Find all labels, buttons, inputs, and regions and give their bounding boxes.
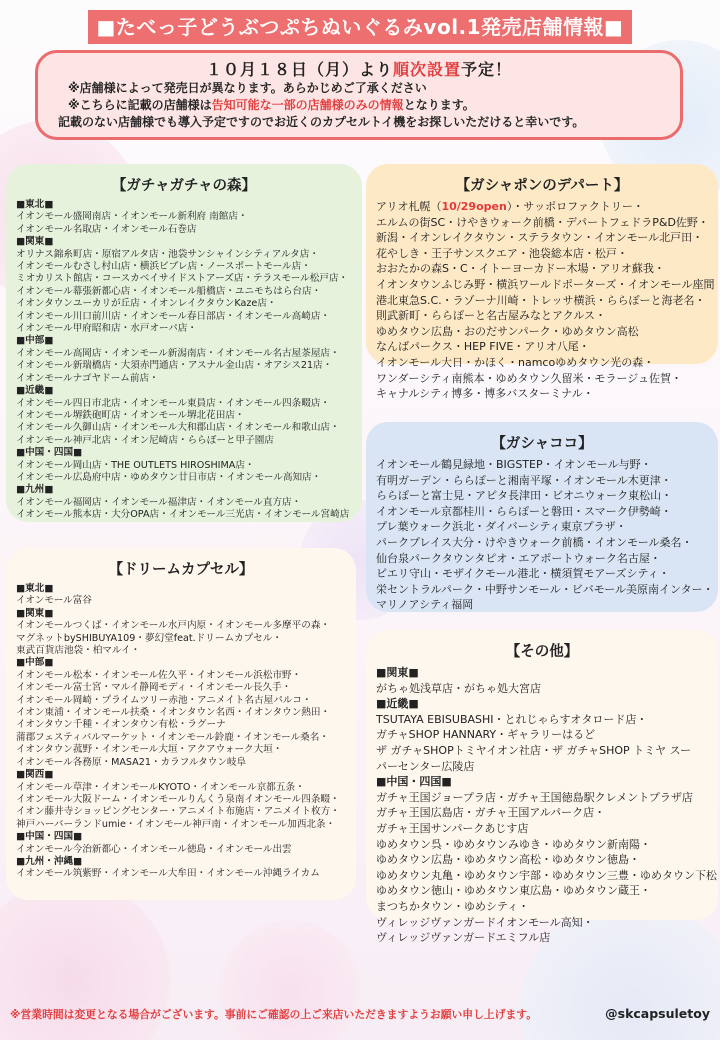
store-line: イオンモール広島府中店・ゆめタウン廿日市店・イオンモール高知店・ <box>16 471 322 483</box>
store-line: がちゃ処浅草店・がちゃ処大宮店 <box>376 681 541 695</box>
region-heading: ■東北■ <box>16 583 54 594</box>
store-list <box>376 457 714 613</box>
store-line: イオンモール高岡店・イオンモール新潟南店・イオンモール名古屋茶屋店・ <box>16 347 340 359</box>
store-line: おおたかの森S・C・イトーヨーカドー木場・アリオ蘇我・ <box>376 262 665 276</box>
store-line: キャナルシティ博多・博多バスターミナル・ <box>376 387 594 401</box>
region-heading: ■中部■ <box>16 657 54 669</box>
region-heading: ■関東■ <box>16 236 54 248</box>
store-line: イオンモール名取店・イオンモール石巻店 <box>16 223 197 235</box>
notice-line: 記載のない店舗様でも導入予定ですのでお近くのカプセルトイ機をお探しいただけると幸いです。 <box>58 115 585 129</box>
store-line: イオンモール今治新都心・イオンモール徳島・イオンモール出雲 <box>16 843 292 855</box>
card-others <box>366 630 718 945</box>
store-line: エルムの街SC・けやきウォーク前橋・デパートフェドラP&D佐野・ <box>376 215 709 229</box>
region-heading: ■関西■ <box>16 769 54 781</box>
store-line: イオンモール京都桂川・ららぽーと磐田・スマーク伊勢崎・ <box>376 504 672 518</box>
card-title: 【その他】 <box>505 644 579 660</box>
store-line: イオンモール新瑞橋店・大須赤門通店・アスナル金山店・オアシス21店・ <box>16 360 333 372</box>
store-line: イオンモール草津・イオンモールKYOTO・イオンモール京都五条・ <box>16 781 305 793</box>
card-gashapon-department <box>366 164 718 401</box>
card-gashacoco <box>366 422 718 612</box>
decor-bubble <box>220 920 360 1040</box>
store-line: イオンモール福岡店・イオンモール福津店・イオンモール直方店・ <box>16 496 302 508</box>
store-line: 神戸ハーバーランドumie・イオンモール神戸南・イオンモール加西北条・ <box>16 818 336 830</box>
release-notice <box>35 50 683 140</box>
store-line: イオンモール岡山店・THE OUTLETS HIROSHIMA店・ <box>16 459 255 471</box>
store-line: イオンタウンふじみ野・横浜ワールドポーターズ・イオンモール座間 <box>376 277 715 291</box>
store-line: ミオカリスト館店・コースカベイサイドストアーズ店・テラスモール松戸店・ <box>16 273 349 285</box>
store-line: ゆめタウン呉・ゆめタウンみゆき・ゆめタウン新南陽・ <box>376 837 651 851</box>
region-heading: ■近畿■ <box>16 385 54 397</box>
store-line: ららぽーと富士見・アピタ長津田・ビオニウォーク東松山・ <box>376 489 673 503</box>
store-line: イオンモール神戸北店・イオン尼崎店・ららぽーと甲子園店 <box>16 434 274 446</box>
region-heading: ■九州・沖縄■ <box>16 855 83 867</box>
region-heading: ■関東■ <box>16 607 54 619</box>
store-line: ワンダーシティ南熊本・ゆめタウン久留米・モラージュ佐賀・ <box>376 371 683 385</box>
store-line: ゆめタウン広島・おのだサンパーク・ゆめタウン高松 <box>376 324 639 338</box>
store-line: 栄セントラルパーク・中野サンモール・ビバモール美原南インター・ <box>376 582 714 596</box>
store-line: イオンモールむさし村山店・横浜ビブレ店・ノースポートモール店・ <box>16 261 311 273</box>
store-line: イオンモール筑紫野・イオンモール大牟田・イオンモール沖縄ライカム <box>16 868 320 880</box>
store-list <box>16 199 352 522</box>
store-line: ピエリ守山・モザイクモール港北・横須賀モアーズシティ・ <box>376 567 670 581</box>
store-line: ヴィレッジヴァンガードエミフル店 <box>376 931 551 945</box>
store-line: プレ葉ウォーク浜北・ダイバーシティ東京プラザ・ <box>376 520 627 534</box>
notice-line: ※こちらに記載の店舗様は告知可能な一部の店舗様のみの情報となります。 <box>68 98 475 112</box>
store-line: イオンモール久御山店・イオンモール大和郡山店・イオンモール和歌山店・ <box>16 422 340 434</box>
store-line: イオンモールつくば・イオンモール水戸内原・イオンモール多摩平の森・ <box>16 620 331 632</box>
store-line: イオンモール甲府昭和店・水戸オーパ店・ <box>16 323 197 335</box>
region-heading: ■中国・四国■ <box>376 775 452 789</box>
store-line: 仙台泉パークタウンタピオ・エアポートウォーク名古屋・ <box>376 551 661 565</box>
store-line: イオンモール熊本店・大分OPA店・イオンモール三光店・イオンモール宮崎店 <box>16 509 350 521</box>
store-line: イオンモール盛岡南店・イオンモール新利府 南館店・ <box>16 211 248 223</box>
store-line: ゆめタウン広島・ゆめタウン高松・ゆめタウン徳島・ <box>376 853 640 867</box>
notice-headline: １０月１８日（月）より順次設置予定！ <box>205 60 513 79</box>
store-list <box>376 199 715 402</box>
store-line: イオンモール各務原・MASA21・カラフルタウン岐阜 <box>16 756 247 768</box>
store-line: TSUTAYA EBISUBASHI・とれじゃらすオタロード店・ <box>376 712 648 726</box>
store-line: ガチャ王国サンパークあじす店 <box>376 821 529 835</box>
store-line: ガチャ王国ジョープラ店・ガチャ王国徳島駅クレメントプラザ店 <box>376 790 693 804</box>
store-line: 有明ガーデン・ららぽーと湘南平塚・イオンモール木更津・ <box>376 473 672 487</box>
store-line: イオン藤井寺ショッピングセンター・アニメイト布施店・アニメイト枚方・ <box>16 806 340 818</box>
notice-line: ※店舗様によって発売日が異なります。あらかじめご了承ください <box>68 81 427 95</box>
store-line: イオンタウン千種・イオンタウン有松・ラグーナ <box>16 719 226 731</box>
store-line: 新潟・イオンレイクタウン・ステラタウン・イオンモール北戸田・ <box>376 231 704 245</box>
store-line: イオン東浦・イオンモール扶桑・イオンタウン名西・イオンタウン熱田・ <box>16 707 331 719</box>
store-line: イオンモールナゴヤドーム前店・ <box>16 372 159 384</box>
store-line: なんばパークス・HEP FIVE・アリオ八尾・ <box>376 340 590 354</box>
card-title: 【ドリームカプセル】 <box>108 562 254 578</box>
store-line: イオンモール富士宮・マルイ静岡モディ・イオンモール長久手・ <box>16 682 292 694</box>
region-heading: ■中部■ <box>16 335 54 347</box>
store-line: イオンモール四日市北店・イオンモール東員店・イオンモール四条畷店・ <box>16 397 331 409</box>
store-line: まつちかタウン・ゆめシティ・ <box>376 899 530 913</box>
store-line: イオンモール川口前川店・イオンモール春日部店・イオンモール高崎店・ <box>16 310 331 322</box>
region-heading: ■中国・四国■ <box>16 447 83 459</box>
card-title: 【ガチャガチャの森】 <box>111 178 257 194</box>
store-line: 蒲郡フェスティバルマーケット・イオンモール鈴鹿・イオンモール桑名・ <box>16 731 329 743</box>
card-title: 【ガシャポンのデパート】 <box>455 178 629 194</box>
footer <box>10 1007 710 1022</box>
region-heading: ■東北■ <box>16 199 54 210</box>
store-line: ゆめタウン丸亀・ゆめタウン宇部・ゆめタウン三豊・ゆめタウン下松 <box>376 868 717 882</box>
region-heading: ■九州■ <box>16 484 54 496</box>
store-line: マリノアシティ福岡 <box>376 598 474 612</box>
store-line: オリナス錦糸町店・原宿アルタ店・池袋サンシャインシティアルタ店・ <box>16 248 319 260</box>
store-line: アリオ札幌（10/29open）・サッポロファクトリー・ <box>376 200 644 213</box>
store-line: パークプレイス大分・けやきウォーク前橋・イオンモール桑名・ <box>376 535 693 549</box>
store-line: イオンモール幕張新都心店・イオンモール船橋店・ユニモちはら台店・ <box>16 285 322 297</box>
store-line: イオンモール岡崎・プライムツリー赤池・アニメイト名古屋パルコ・ <box>16 694 312 706</box>
footer-note: ※営業時間は変更となる場合がございます。事前にご確認の上ご来店いただきますようお願い申し上げます。 <box>10 1008 538 1021</box>
store-line: イオンモール松本・イオンモール佐久平・イオンモール浜松市野・ <box>16 669 302 681</box>
card-title: 【ガシャココ】 <box>491 436 593 452</box>
store-line: イオンモール大阪ドーム・イオンモールりんくう泉南イオンモール四条畷・ <box>16 793 340 805</box>
store-line: イオンモール富谷 <box>16 595 92 607</box>
store-line: ガチャSHOP HANNARY・ギャラリーはるど <box>376 728 596 742</box>
store-line: ザ ガチャSHOPトミヤイオン社店・ザ ガチャSHOP トミヤ スー <box>376 743 692 757</box>
store-line: ゆめタウン徳山・ゆめタウン東広島・ゆめタウン蔵王・ <box>376 884 651 898</box>
store-line: イオンモール大日・かほく・namcoゆめタウン光の森・ <box>376 355 655 369</box>
store-line: イオンモール鶴見緑地・BIGSTEP・イオンモール与野・ <box>376 458 652 471</box>
store-line: イオンタウン菰野・イオンモール大垣・アクアウォーク大垣・ <box>16 744 283 756</box>
store-line: ヴィレッジヴァンガードイオンモール高知・ <box>376 915 594 929</box>
store-line: 港北東急S.C.・ラゾーナ川崎・トレッサ横浜・ららぽーと海老名・ <box>376 293 706 307</box>
store-list <box>376 665 717 946</box>
store-line: 花やしき・王子サンスクエア・池袋総本店・松戸・ <box>376 246 628 260</box>
region-heading: ■近畿■ <box>376 697 419 711</box>
card-dream-capsule <box>6 548 356 900</box>
store-line: ガチャ王国広島店・ガチャ王国アルパーク店・ <box>376 806 606 820</box>
card-gachagacha-no-mori <box>6 164 362 522</box>
region-heading: ■中国・四国■ <box>16 831 83 843</box>
store-line: イオンタウンユーカリが丘店・イオンレイクタウンKaze店・ <box>16 298 277 310</box>
store-lines <box>376 215 715 402</box>
store-line: 東武百貨店池袋・柏マルイ・ <box>16 645 141 657</box>
social-handle: @skcapsuletoy <box>605 1006 710 1021</box>
store-list <box>16 583 346 881</box>
store-line: イオンモール堺鉄砲町店・イオンモール堺北花田店・ <box>16 409 245 421</box>
store-line: 則武新町・ららぽーと名古屋みなとアクルス・ <box>376 309 607 323</box>
store-line: マグネットbySHIBUYA109・夢幻堂feat.ドリームカプセル・ <box>16 632 282 644</box>
region-heading: ■関東■ <box>376 666 419 679</box>
store-line: パーセンター広陵店 <box>376 759 475 773</box>
page-title: ■たべっ子どうぶつぷちぬいぐるみvol.1発売店舗情報■ <box>88 10 632 44</box>
